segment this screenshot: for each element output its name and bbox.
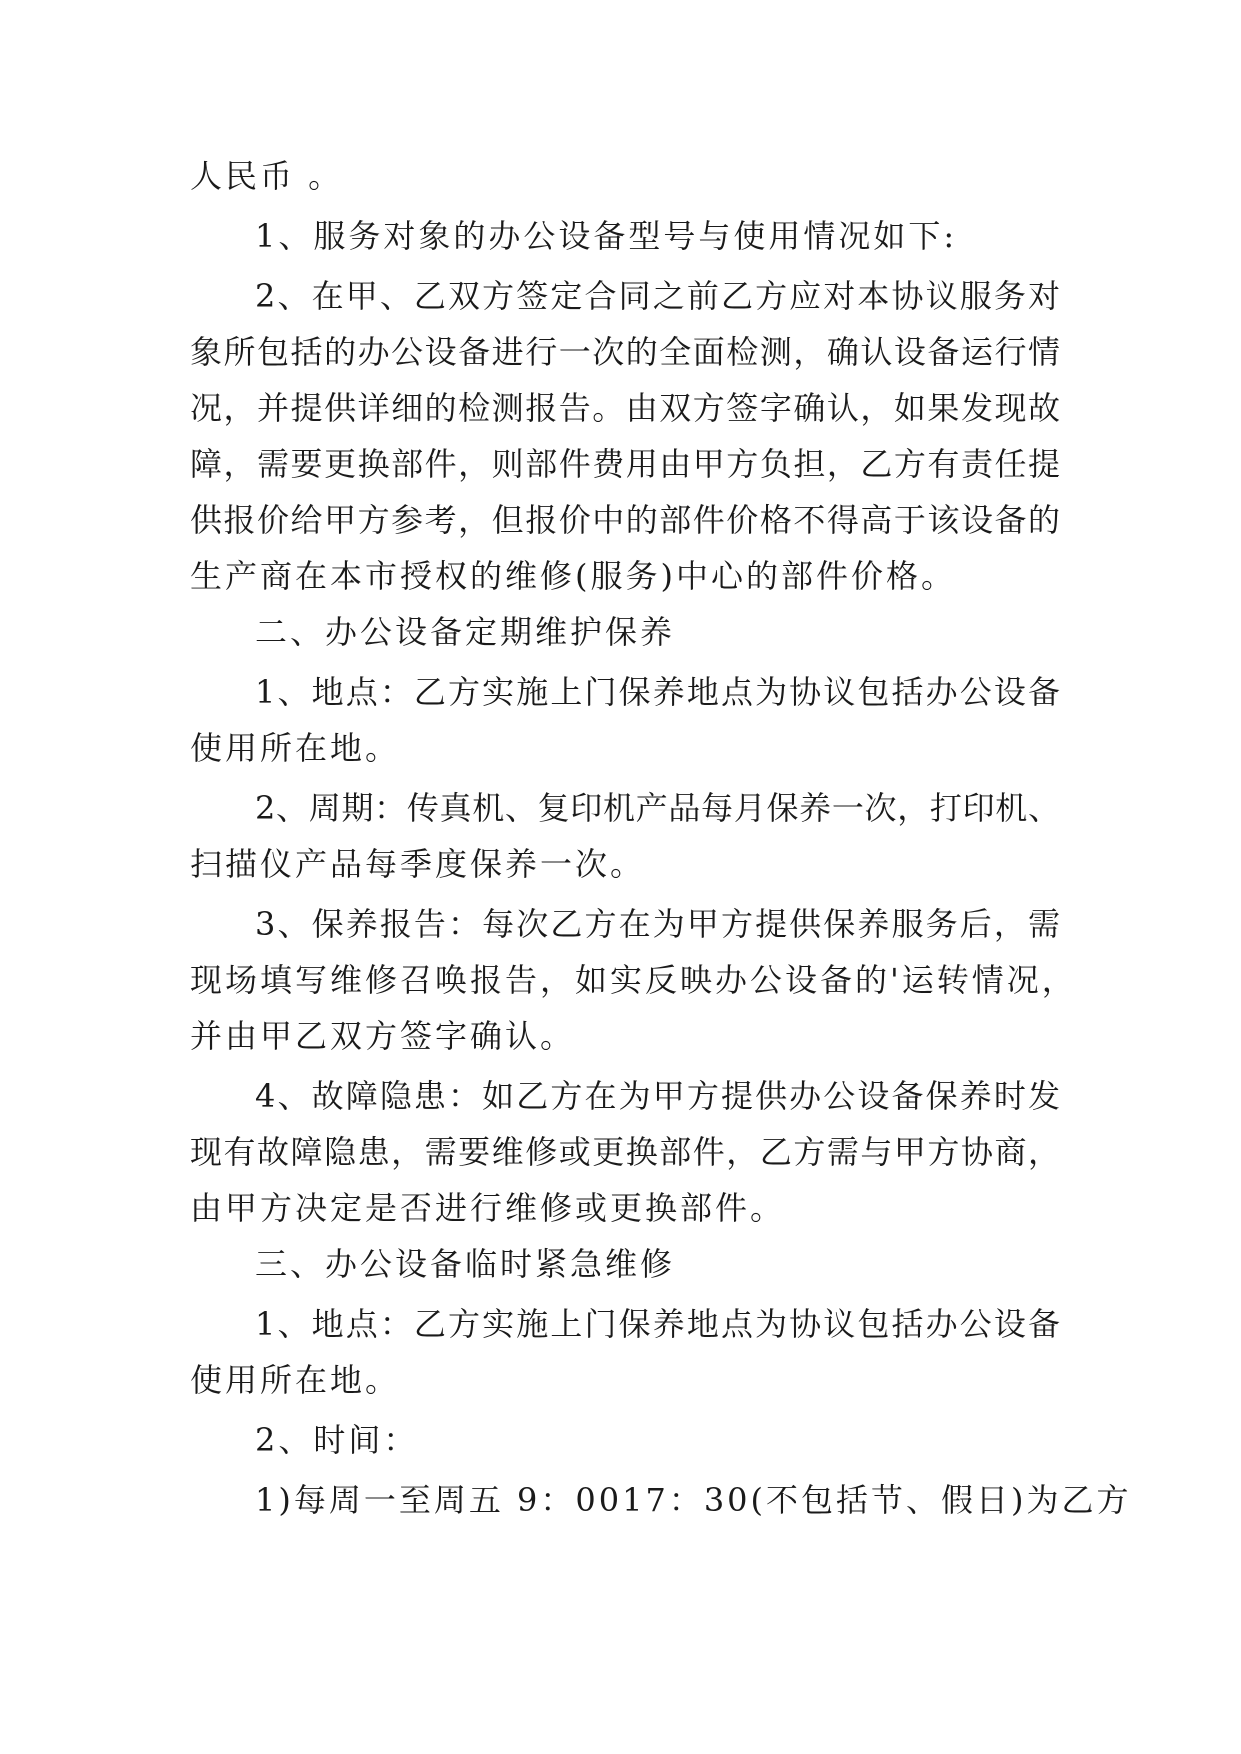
text-line-12: 2、周期：传真机、复印机产品每月保养一次，打印机、 xyxy=(255,789,1060,827)
text-line-6: 障，需要更换部件，则部件费用由甲方负担，乙方有责任提 xyxy=(190,445,1060,483)
text-line-15: 现场填写维修召唤报告，如实反映办公设备的'运转情况， xyxy=(190,961,1077,999)
text-line-1: 人民币 。 xyxy=(190,157,344,195)
text-line-2: 1、服务对象的办公设备型号与使用情况如下: xyxy=(255,217,958,255)
text-line-13: 扫描仪产品每季度保养一次。 xyxy=(190,845,646,883)
text-line-7: 供报价给甲方参考，但报价中的部件价格不得高于该设备的 xyxy=(190,501,1060,539)
text-line-14: 3、保养报告：每次乙方在为甲方提供保养服务后，需 xyxy=(255,905,1060,943)
text-line-5: 况，并提供详细的检测报告。由双方签字确认，如果发现故 xyxy=(190,389,1060,427)
text-line-16: 并由甲乙双方签字确认。 xyxy=(190,1017,576,1055)
text-line-21: 1、地点：乙方实施上门保养地点为协议包括办公设备 xyxy=(255,1305,1060,1343)
text-line-3: 2、在甲、乙双方签定合同之前乙方应对本协议服务对 xyxy=(255,277,1060,315)
text-line-8: 生产商在本市授权的维修(服务)中心的部件价格。 xyxy=(190,557,956,595)
text-line-19: 由甲方决定是否进行维修或更换部件。 xyxy=(190,1189,786,1227)
section-heading-2: 二、办公设备定期维护保养 xyxy=(255,613,676,651)
text-line-22: 使用所在地。 xyxy=(190,1361,401,1399)
text-line-23: 2、时间： xyxy=(255,1421,419,1459)
text-line-11: 使用所在地。 xyxy=(190,729,401,767)
text-line-18: 现有故障隐患，需要维修或更换部件，乙方需与甲方协商， xyxy=(190,1133,1060,1171)
text-line-24: 1)每周一至周五 9：0017：30(不包括节、假日)为乙方 xyxy=(255,1481,1132,1519)
text-line-10: 1、地点：乙方实施上门保养地点为协议包括办公设备 xyxy=(255,673,1060,711)
section-heading-3: 三、办公设备临时紧急维修 xyxy=(255,1245,676,1283)
text-line-4: 象所包括的办公设备进行一次的全面检测，确认设备运行情 xyxy=(190,333,1060,371)
text-line-17: 4、故障隐患：如乙方在为甲方提供办公设备保养时发 xyxy=(255,1077,1060,1115)
